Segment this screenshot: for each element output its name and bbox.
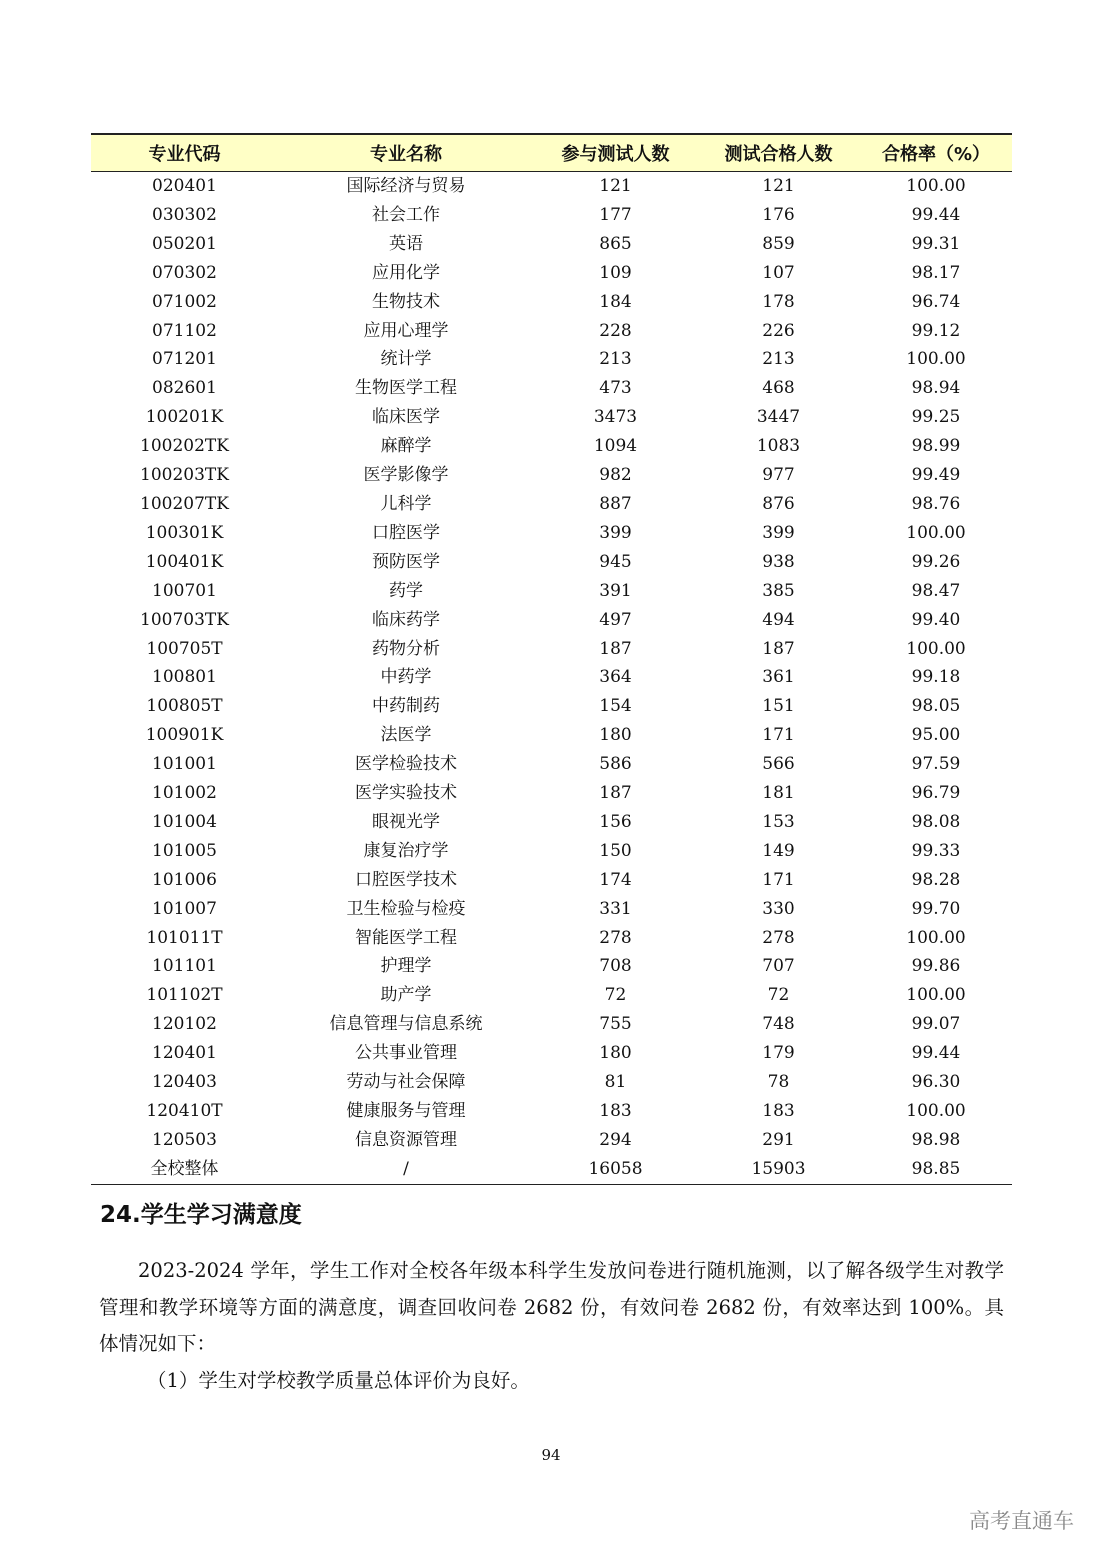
cell-participants: 945 [599, 551, 632, 572]
cell-passed: 494 [762, 609, 795, 630]
cell-passed: 181 [762, 783, 795, 804]
cell-major-name: 医学影像学 [363, 465, 449, 486]
cell-passed: 278 [762, 927, 795, 948]
cell-participants: 586 [599, 754, 632, 775]
section-title: 24.学生学习满意度 [100, 1202, 302, 1228]
cell-major-name: 医学实验技术 [355, 783, 457, 804]
table-row [91, 721, 1012, 750]
cell-pass-rate: 97.59 [911, 754, 961, 775]
cell-passed: 226 [762, 320, 795, 341]
table-row [91, 663, 1012, 692]
cell-major-name: 法医学 [380, 725, 432, 746]
cell-pass-rate: 98.99 [911, 436, 961, 457]
cell-major-code: 101004 [152, 811, 217, 832]
cell-passed: 3447 [756, 407, 801, 428]
cell-major-code: 101001 [152, 754, 217, 775]
cell-pass-rate: 98.05 [911, 696, 961, 717]
table-row [91, 808, 1012, 837]
cell-passed: 176 [762, 204, 795, 225]
cell-major-name: 中药学 [380, 667, 432, 688]
cell-pass-rate: 96.74 [911, 291, 961, 312]
cell-major-code: 101102T [146, 985, 223, 1006]
cell-major-code: 100805T [146, 696, 223, 717]
cell-major-name: 生物技术 [372, 291, 440, 312]
cell-participants: 982 [599, 465, 632, 486]
cell-major-code: 101002 [152, 783, 217, 804]
cell-major-name: 英语 [389, 233, 423, 254]
table-row [91, 606, 1012, 635]
table-header-row [91, 134, 1012, 172]
cell-participants: 473 [599, 378, 632, 399]
table-row [91, 924, 1012, 953]
table-row [91, 432, 1012, 461]
cell-major-code: 050201 [152, 233, 217, 254]
cell-major-code: 120503 [152, 1129, 217, 1150]
table-row [91, 952, 1012, 981]
cell-participants: 121 [599, 176, 632, 196]
cell-pass-rate: 98.47 [911, 580, 961, 601]
cell-passed: 1083 [756, 436, 801, 457]
cell-pass-rate: 100.00 [906, 349, 966, 370]
cell-major-code: 100301K [145, 522, 224, 543]
cell-major-code: 全校整体 [91, 1155, 278, 1184]
cell-pass-rate: 95.00 [911, 725, 961, 746]
cell-participants: 3473 [593, 407, 638, 428]
table-row [91, 750, 1012, 779]
cell-passed: 183 [762, 1101, 795, 1121]
cell-major-name: 医学检验技术 [355, 754, 457, 775]
cell-pass-rate: 100.00 [906, 522, 966, 543]
cell-major-code: 100401K [145, 551, 224, 572]
cell-major-code: 101005 [152, 840, 217, 861]
cell-major-code: 071002 [152, 291, 217, 312]
cell-major-code: 100901K [145, 725, 224, 746]
cell-passed: 977 [762, 465, 795, 486]
cell-major-name: 麻醉学 [380, 436, 432, 457]
cell-passed: 707 [762, 956, 795, 977]
cell-passed: 107 [762, 262, 795, 283]
cell-participants: 331 [599, 898, 632, 919]
cell-major-code: 120102 [152, 1014, 217, 1035]
table-row [91, 259, 1012, 288]
cell-major-name: / [278, 1155, 534, 1184]
cell-major-name: 统计学 [380, 349, 432, 370]
cell-passed: 151 [762, 696, 795, 717]
cell-major-code: 120403 [152, 1072, 217, 1093]
cell-participants: 865 [599, 233, 632, 254]
cell-major-code: 082601 [152, 378, 217, 399]
cell-major-name: 药物分析 [372, 638, 440, 659]
cell-participants: 180 [599, 725, 632, 746]
cell-passed: 399 [762, 522, 795, 543]
cell-passed: 179 [762, 1043, 795, 1064]
cell-participants: 278 [599, 927, 632, 948]
cell-major-code: 101101 [152, 956, 217, 977]
cell-passed: 153 [762, 811, 795, 832]
table-row [91, 837, 1012, 866]
cell-major-name: 眼视光学 [372, 811, 440, 832]
cell-passed: 330 [762, 898, 795, 919]
cell-major-code: 100207TK [140, 493, 229, 514]
section-paragraph: 2023-2024 学年，学生工作对全校各年级本科学生发放问卷进行随机施测，以了解各级学生对教学管理和教学环境等方面的满意度，调查回收问卷 2682 份，有效问卷 2682 份，有效率达到 100%。具体情况如下： [99, 1259, 1004, 1355]
cell-major-name: 社会工作 [372, 204, 440, 225]
cell-pass-rate: 98.76 [911, 493, 961, 514]
table-row [91, 692, 1012, 721]
cell-participants: 887 [599, 493, 632, 514]
cell-pass-rate: 99.44 [911, 204, 961, 225]
cell-passed: 187 [762, 638, 795, 659]
table-row [91, 374, 1012, 403]
cell-pass-rate: 99.70 [911, 898, 961, 919]
cell-participants: 177 [599, 204, 632, 225]
header-participants: 参与测试人数 [534, 134, 697, 172]
cell-participants: 109 [599, 262, 632, 283]
cell-major-name: 应用心理学 [363, 320, 449, 341]
cell-pass-rate: 100.00 [906, 1101, 966, 1121]
cell-passed: 121 [762, 176, 795, 196]
cell-pass-rate: 98.98 [911, 1129, 961, 1150]
cell-participants: 213 [599, 349, 632, 370]
cell-major-code: 071201 [152, 349, 217, 370]
cell-participants: 1094 [593, 436, 638, 457]
cell-passed: 171 [762, 869, 795, 890]
cell-major-code: 100202TK [140, 436, 229, 457]
table-row [91, 288, 1012, 317]
cell-major-name: 应用化学 [372, 262, 440, 283]
cell-major-code: 070302 [152, 262, 217, 283]
cell-major-name: 公共事业管理 [355, 1043, 457, 1064]
cell-major-name: 护理学 [380, 956, 432, 977]
cell-participants: 399 [599, 522, 632, 543]
watermark: 高考直通车 [969, 1509, 1074, 1533]
cell-pass-rate: 99.44 [911, 1043, 961, 1064]
header-passed: 测试合格人数 [697, 134, 860, 172]
cell-passed: 291 [762, 1129, 795, 1150]
cell-passed: 859 [762, 233, 795, 254]
cell-major-name: 信息管理与信息系统 [329, 1014, 483, 1035]
table-row [91, 548, 1012, 577]
cell-major-name: 口腔医学 [372, 522, 440, 543]
cell-major-code: 020401 [152, 176, 217, 196]
cell-participants: 156 [599, 811, 632, 832]
cell-pass-rate: 98.08 [911, 811, 961, 832]
cell-major-name: 药学 [389, 580, 423, 601]
cell-major-code: 100701 [152, 580, 217, 601]
cell-passed: 748 [762, 1014, 795, 1035]
table-row [91, 1039, 1012, 1068]
cell-participants: 184 [599, 291, 632, 312]
cell-passed: 876 [762, 493, 795, 514]
header-major-name: 专业名称 [278, 134, 534, 172]
cell-passed: 566 [762, 754, 795, 775]
cell-passed: 213 [762, 349, 795, 370]
table-total-row [91, 1155, 1012, 1184]
cell-participants: 187 [599, 638, 632, 659]
cell-passed: 385 [762, 580, 795, 601]
cell-passed: 78 [767, 1072, 790, 1093]
cell-major-name: 智能医学工程 [355, 927, 457, 948]
cell-pass-rate: 100.00 [906, 927, 966, 948]
cell-major-code: 100705T [146, 638, 223, 659]
cell-major-name: 儿科学 [380, 493, 432, 514]
cell-participants: 708 [599, 956, 632, 977]
cell-major-name: 国际经济与贸易 [346, 176, 466, 196]
cell-passed: 15903 [697, 1155, 860, 1184]
cell-pass-rate: 98.17 [911, 262, 961, 283]
table-row [91, 981, 1012, 1010]
cell-pass-rate: 99.86 [911, 956, 961, 977]
list-item-1: （1）学生对学校教学质量总体评价为良好。 [147, 1369, 530, 1392]
cell-participants: 497 [599, 609, 632, 630]
table-row [91, 519, 1012, 548]
cell-participants: 72 [604, 985, 627, 1006]
cell-major-code: 071102 [152, 320, 217, 341]
cell-passed: 468 [762, 378, 795, 399]
cell-major-code: 100703TK [140, 609, 229, 630]
cell-major-code: 100801 [152, 667, 217, 688]
cell-major-code: 101011T [146, 927, 223, 948]
cell-pass-rate: 96.30 [911, 1072, 961, 1093]
cell-pass-rate: 100.00 [906, 638, 966, 659]
cell-pass-rate: 100.00 [906, 985, 966, 1006]
cell-pass-rate: 98.94 [911, 378, 961, 399]
cell-major-name: 健康服务与管理 [346, 1101, 466, 1121]
table-row [91, 230, 1012, 259]
pass-rate-table [91, 133, 1012, 1185]
table-body [91, 172, 1012, 1185]
cell-pass-rate: 99.07 [911, 1014, 961, 1035]
table-row [91, 1126, 1012, 1155]
cell-major-code: 101007 [152, 898, 217, 919]
table-row [91, 461, 1012, 490]
cell-major-name: 劳动与社会保障 [346, 1072, 466, 1093]
cell-pass-rate: 99.25 [911, 407, 961, 428]
table-row [91, 490, 1012, 519]
table-row [91, 866, 1012, 895]
cell-major-name: 中药制药 [372, 696, 440, 717]
cell-major-name: 卫生检验与检疫 [346, 898, 466, 919]
cell-major-name: 临床医学 [372, 407, 440, 428]
cell-pass-rate: 99.40 [911, 609, 961, 630]
table-row [91, 1010, 1012, 1039]
cell-major-name: 口腔医学技术 [355, 869, 457, 890]
cell-participants: 16058 [534, 1155, 697, 1184]
cell-major-name: 临床药学 [372, 609, 440, 630]
cell-passed: 361 [762, 667, 795, 688]
table-row [91, 403, 1012, 432]
cell-participants: 294 [599, 1129, 632, 1150]
table-row [91, 317, 1012, 346]
cell-participants: 183 [599, 1101, 632, 1121]
cell-major-name: 预防医学 [372, 551, 440, 572]
cell-passed: 938 [762, 551, 795, 572]
cell-participants: 180 [599, 1043, 632, 1064]
cell-major-code: 120401 [152, 1043, 217, 1064]
table-row [91, 895, 1012, 924]
cell-pass-rate: 99.12 [911, 320, 961, 341]
cell-participants: 174 [599, 869, 632, 890]
cell-participants: 364 [599, 667, 632, 688]
table-row [91, 577, 1012, 606]
cell-pass-rate: 99.33 [911, 840, 961, 861]
cell-pass-rate: 98.28 [911, 869, 961, 890]
table-row [91, 1097, 1012, 1126]
header-major-code: 专业代码 [91, 134, 278, 172]
cell-major-name: 康复治疗学 [363, 840, 449, 861]
cell-participants: 187 [599, 783, 632, 804]
cell-major-code: 030302 [152, 204, 217, 225]
cell-pass-rate: 99.18 [911, 667, 961, 688]
cell-pass-rate: 99.31 [911, 233, 961, 254]
header-pass-rate: 合格率（%） [860, 134, 1012, 172]
table-row [91, 635, 1012, 664]
cell-participants: 81 [604, 1072, 627, 1093]
table-row [91, 172, 1012, 201]
cell-major-code: 101006 [152, 869, 217, 890]
cell-major-name: 助产学 [380, 985, 432, 1006]
cell-major-code: 100201K [145, 407, 224, 428]
cell-passed: 178 [762, 291, 795, 312]
cell-major-name: 信息资源管理 [355, 1129, 457, 1150]
cell-participants: 154 [599, 696, 632, 717]
page-number: 94 [541, 1446, 561, 1464]
cell-passed: 72 [767, 985, 790, 1006]
cell-passed: 149 [762, 840, 795, 861]
cell-major-code: 120410T [146, 1101, 223, 1121]
cell-pass-rate: 100.00 [906, 176, 966, 196]
cell-participants: 755 [599, 1014, 632, 1035]
cell-participants: 228 [599, 320, 632, 341]
table-row [91, 345, 1012, 374]
cell-participants: 150 [599, 840, 632, 861]
cell-major-name: 生物医学工程 [355, 378, 457, 399]
cell-pass-rate: 98.85 [860, 1155, 1012, 1184]
cell-passed: 171 [762, 725, 795, 746]
cell-participants: 391 [599, 580, 632, 601]
cell-pass-rate: 99.49 [911, 465, 961, 486]
table-row [91, 201, 1012, 230]
table-row [91, 1068, 1012, 1097]
cell-major-code: 100203TK [140, 465, 229, 486]
table-row [91, 779, 1012, 808]
cell-pass-rate: 99.26 [911, 551, 961, 572]
cell-pass-rate: 96.79 [911, 783, 961, 804]
